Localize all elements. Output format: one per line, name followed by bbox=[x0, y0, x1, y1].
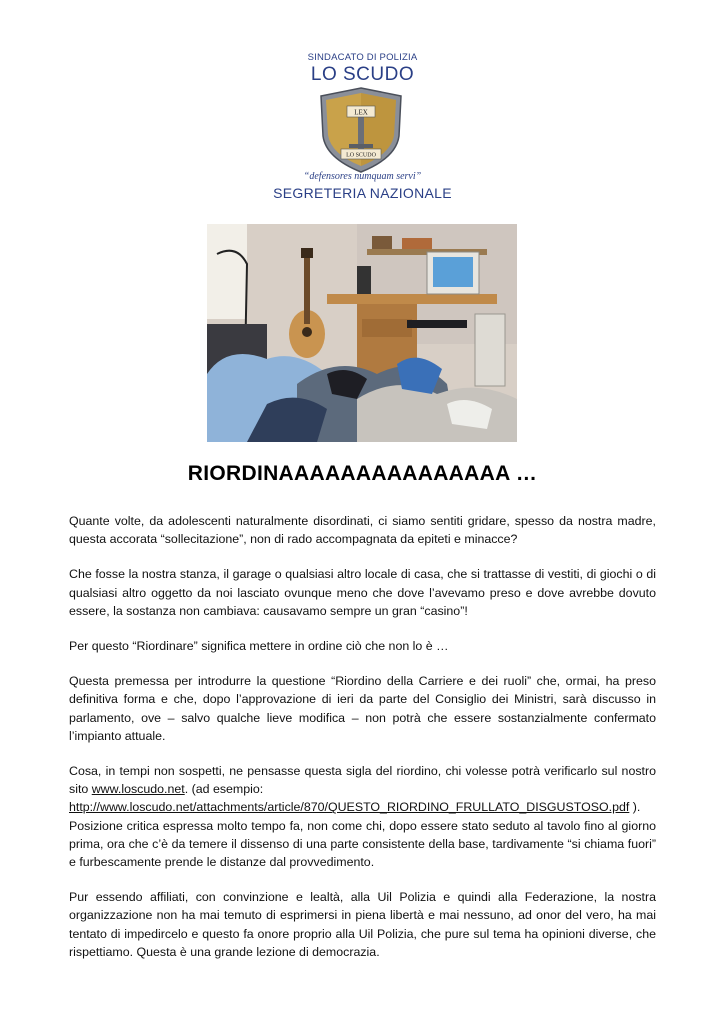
paragraph-5-mid: . (ad esempio: bbox=[184, 782, 264, 797]
secretariat-title: SEGRETERIA NAZIONALE bbox=[273, 185, 452, 201]
photo-guitar-hole bbox=[302, 327, 312, 337]
photo-window bbox=[207, 224, 247, 319]
shield-bottom-text: LO SCUDO bbox=[346, 152, 376, 159]
paragraph-1: Quante volte, da adolescenti naturalmente disordinati, ci siamo sentiti gridare, spesso da nostra madre, questa accorata “sollecitazione”, non di rado accompagnata da epiteti e minacce? bbox=[69, 514, 656, 547]
paragraph-4: Questa premessa per introdurre la questione “Riordino della Carriere e dei ruoli” che, ormai, ha preso definitiva forma e che, dopo l’approvazione di ieri da parte del Consiglio dei Ministri, sarà discusso in parlamento, ove – salvo qualche lieve modifica – non potrà che essere sostanzialmente confermato l’impianto attuale. bbox=[69, 674, 656, 743]
photo-desk-drawer bbox=[362, 319, 412, 337]
photo-guitar-head bbox=[301, 248, 313, 258]
org-title: LO SCUDO bbox=[310, 64, 415, 85]
photo-monitor-screen bbox=[433, 257, 473, 287]
org-small-title: SINDACATO DI POLIZIA bbox=[307, 52, 418, 63]
photo-guitar-neck bbox=[304, 254, 310, 324]
messy-room-photo bbox=[207, 224, 517, 442]
paragraph-5 bbox=[69, 762, 656, 817]
photo-pc-tower bbox=[475, 314, 505, 386]
site-link[interactable]: www.loscudo.net bbox=[91, 782, 185, 797]
paragraph-5-end: ). bbox=[629, 800, 641, 815]
paragraph-2: Che fosse la nostra stanza, il garage o qualsiasi altro locale di casa, che si trattasse di vestiti, di giochi o di qualsiasi altro oggetto da noi lasciato ovunque meno che dove l’avevamo preso e dove avrebbe dovuto essere, la sostanza non cambiava: causavamo sempre un gran “casino”! bbox=[69, 567, 656, 618]
shield-logo bbox=[316, 86, 406, 174]
article-pdf-link[interactable]: http://www.loscudo.net/attachments/article/870/QUESTO_RIORDINO_FRULLATO_DISGUSTOSO.pdf bbox=[69, 800, 630, 815]
headline: RIORDINAAAAAAAAAAAAAAA … bbox=[187, 462, 538, 485]
shield-top-text: LEX bbox=[354, 108, 368, 117]
motto: “defensores numquam servi” bbox=[303, 171, 422, 182]
paragraph-7: Pur essendo affiliati, con convinzione e lealtà, alla Uil Polizia e quindi alla Federazione, la nostra organizzazione non ha mai temuto di esprimersi in piena libertà e mai nessuno, ad onor del vero, ha mai tentato di impedircelo e questo fa onore proprio alla Uil Polizia, che pure sul tema ha opinioni diverse, che rispettiamo. Questa è una grande lezione di democrazia. bbox=[69, 890, 656, 959]
photo-shelf-items bbox=[372, 236, 392, 249]
paragraph-3: Per questo “Riordinare” significa mettere in ordine ciò che non lo è … bbox=[69, 639, 449, 654]
shield-sword-guard bbox=[349, 144, 373, 148]
article-body bbox=[69, 512, 656, 978]
paragraph-5-start: Cosa, in tempi non sospetti, ne pensasse questa sigla del riordino, chi volesse potrà verificarlo sul nostro sito bbox=[69, 764, 656, 797]
photo-speaker bbox=[357, 266, 371, 294]
paragraph-6: Posizione critica espressa molto tempo fa, non come chi, dopo essere stato seduto al tavolo fino al giorno prima, ora che c’è da temere il dissenso di una parte consistente della base, tardivamente “si chiama fuori” e furbescamente prende le distanze dal provvedimento. bbox=[69, 818, 656, 870]
photo-keyboard bbox=[407, 320, 467, 328]
photo-shelf-items-2 bbox=[402, 238, 432, 249]
photo-desk-top bbox=[327, 294, 497, 304]
